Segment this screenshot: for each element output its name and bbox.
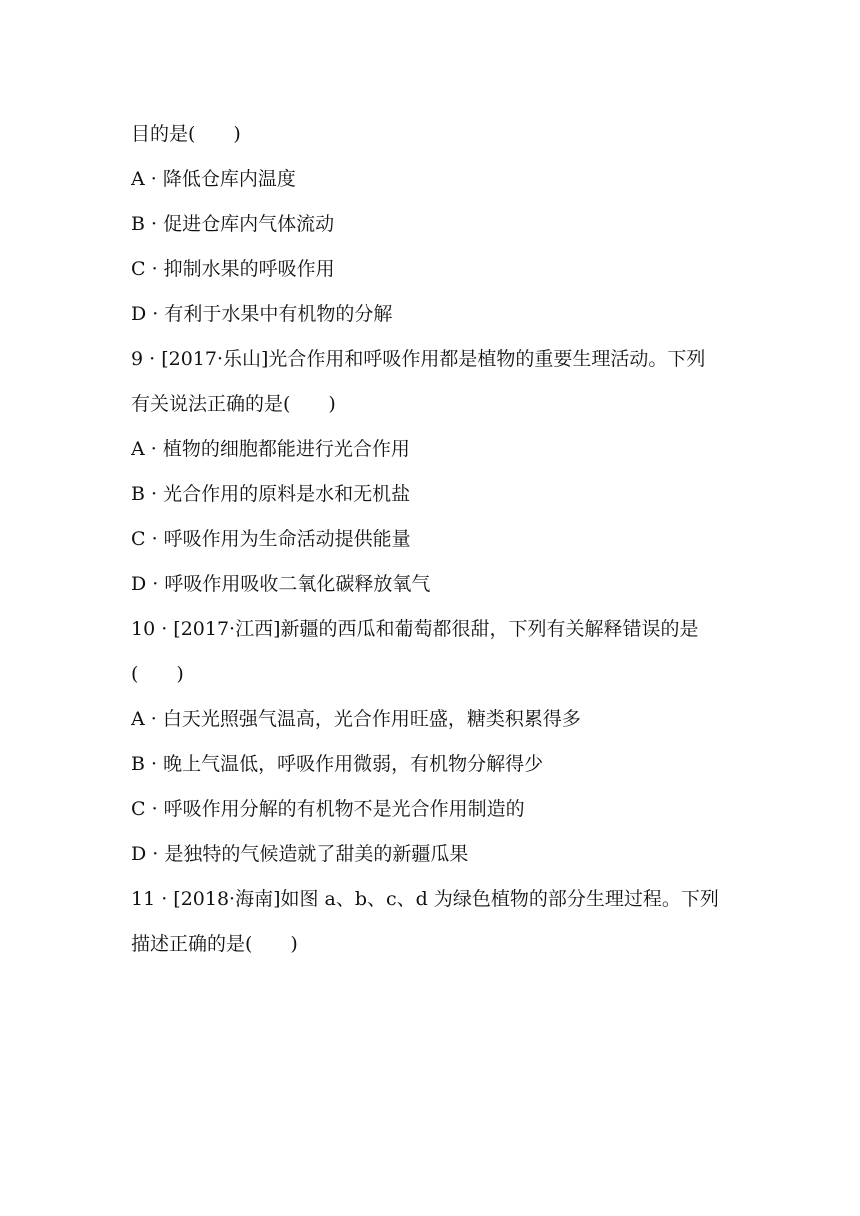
q11-stem-line-2: 描述正确的是( )	[131, 933, 298, 955]
q10-option-b: B · 晚上气温低，呼吸作用微弱，有机物分解得少	[131, 753, 544, 775]
q9-option-a: A · 植物的细胞都能进行光合作用	[131, 438, 410, 460]
q10-option-d: D · 是独特的气候造就了甜美的新疆瓜果	[131, 843, 469, 865]
q10-option-a: A · 白天光照强气温高，光合作用旺盛，糖类积累得多	[131, 708, 581, 730]
q8-option-d: D · 有利于水果中有机物的分解	[131, 303, 393, 325]
q9-option-c: C · 呼吸作用为生命活动提供能量	[131, 528, 411, 550]
q9-stem-line-1: 9 · [2017·乐山]光合作用和呼吸作用都是植物的重要生理活动。下列	[131, 348, 706, 370]
q10-option-c: C · 呼吸作用分解的有机物不是光合作用制造的	[131, 798, 525, 820]
q9-option-b: B · 光合作用的原料是水和无机盐	[131, 483, 411, 505]
q8-option-c: C · 抑制水果的呼吸作用	[131, 258, 335, 280]
q11-stem-line-1: 11 · [2018·海南]如图 a、b、c、d 为绿色植物的部分生理过程。下列	[131, 888, 719, 910]
q8-option-a: A · 降低仓库内温度	[131, 168, 296, 190]
q8-stem-continuation: 目的是( )	[131, 123, 241, 145]
q8-option-b: B · 促进仓库内气体流动	[131, 213, 335, 235]
q9-stem-line-2: 有关说法正确的是( )	[131, 393, 336, 415]
q9-option-d: D · 呼吸作用吸收二氧化碳释放氧气	[131, 573, 431, 595]
question-text-block	[131, 112, 741, 967]
q10-stem-line-1: 10 · [2017·江西]新疆的西瓜和葡萄都很甜，下列有关解释错误的是	[131, 618, 699, 640]
q10-stem-line-2: ( )	[131, 663, 184, 685]
